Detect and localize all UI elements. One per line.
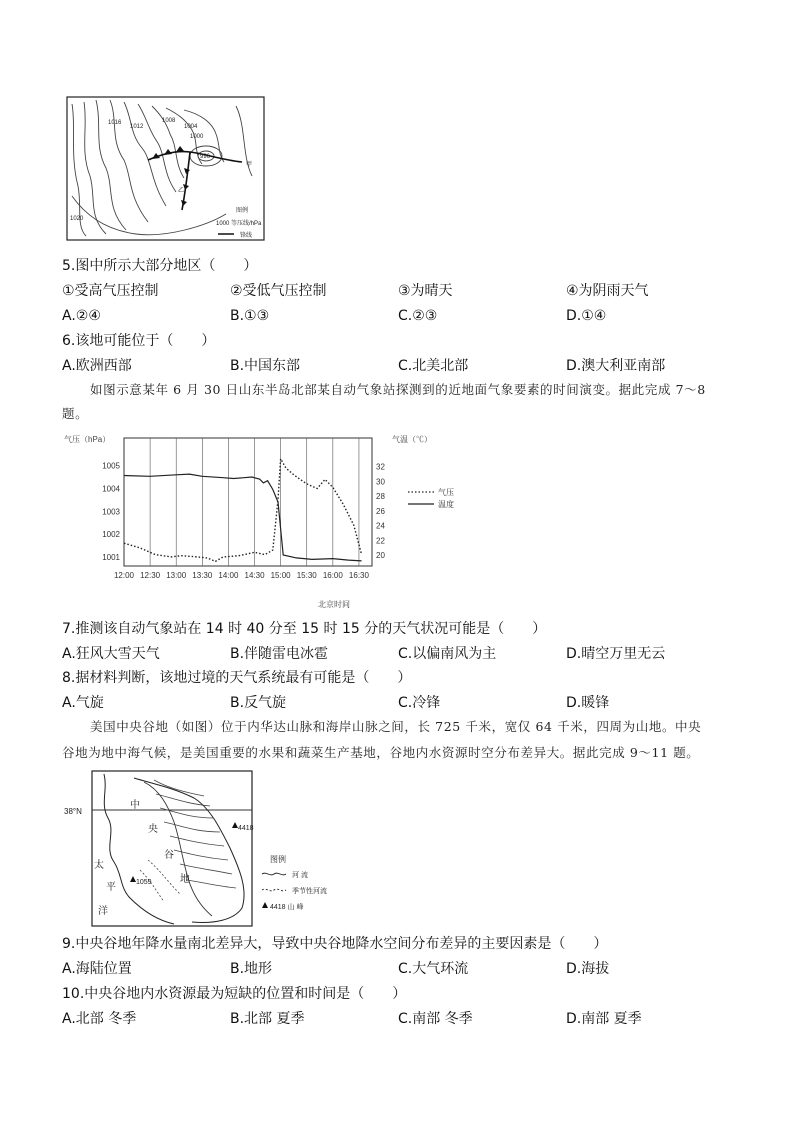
x-tick-label: 13:30 (192, 571, 213, 580)
x-tick-label: 16:00 (322, 571, 343, 580)
q10-option-a[interactable]: A.北部 冬季 (62, 1011, 137, 1027)
q10-option-d[interactable]: D.南部 夏季 (566, 1011, 642, 1027)
q5-item-3: ③为晴天 (398, 283, 453, 299)
map-char: 谷 (164, 850, 174, 861)
legend-isobar: 1000 等压线/hPa (216, 221, 262, 227)
q8-option-d[interactable]: D.暖锋 (566, 695, 610, 711)
x-tick-label: 15:30 (296, 571, 317, 580)
x-tick-label: 12:30 (140, 571, 161, 580)
question-10: 10.中央谷地内水资源最为短缺的位置和时间是（ ） (62, 986, 407, 1002)
y-right-tick-label: 24 (376, 521, 385, 531)
q8-option-a[interactable]: A.气旋 (62, 695, 104, 711)
legend-label: 气压 (438, 488, 454, 497)
q9-option-d[interactable]: D.海拔 (566, 961, 610, 977)
q6-option-c[interactable]: C.北美北部 (398, 358, 469, 374)
isobar-label: 1000 (190, 134, 204, 140)
isobar-label: 1012 (130, 124, 144, 130)
map-char: 地 (180, 874, 190, 885)
q6-option-b[interactable]: B.中国东部 (230, 358, 301, 374)
isobar-label: 996 (200, 154, 211, 160)
x-tick-label: 12:00 (113, 571, 135, 580)
peak-east-label: 4418 (238, 825, 254, 832)
y-right-tick-label: 32 (376, 462, 385, 472)
question-9: 9.中央谷地年降水量南北差异大，导致中央谷地降水空间分布差异的主要因素是（ ） (62, 936, 608, 952)
q7-option-c[interactable]: C.以偏南风为主 (398, 646, 497, 662)
y-axis-right-label: 气温（℃） (392, 435, 432, 444)
y-left-tick-label: 1004 (102, 484, 120, 494)
peak-west-label: 1059 (136, 879, 152, 886)
q5-item-2: ②受低气压控制 (230, 283, 327, 299)
y-left-tick-label: 1002 (102, 530, 120, 540)
material-intro-9-11: 美国中央谷地（如图）位于内华达山脉和海岸山脉之间，长 725 千米，宽仅 64 千米，四周为山地。中央 (90, 719, 702, 734)
pressure-series-line (124, 459, 362, 562)
map-char: 央 (148, 824, 158, 835)
q5-item-1: ①受高气压控制 (62, 283, 159, 299)
material-intro-9-11-cont: 谷地为地中海气候，是美国重要的水果和蔬菜生产基地，谷地内水资源时空分布差异大。据此完成 9～11 题。 (62, 745, 700, 760)
y-right-tick-label: 28 (376, 492, 385, 502)
y-left-tick-label: 1003 (102, 507, 120, 517)
q6-option-a[interactable]: A.欧洲西部 (62, 358, 132, 374)
plot-frame (124, 438, 372, 566)
material-intro-7-8: 如图示意某年 6 月 30 日山东半岛北部某自动气象站探测到的近地面气象要素的时间演变。据此完成 7～8 (90, 382, 706, 397)
q10-option-b[interactable]: B.北部 夏季 (230, 1011, 305, 1027)
legend-peak: 4418 山 峰 (270, 904, 304, 911)
temperature-series-line (124, 474, 362, 561)
isobar-label: 1004 (184, 124, 198, 130)
y-right-tick-label: 26 (376, 506, 385, 516)
legend-front: 锋线 (240, 233, 253, 239)
q5-item-4: ④为阴雨天气 (566, 283, 649, 299)
latitude-label: 38°N (64, 807, 82, 816)
point-label: 乙 (178, 188, 185, 194)
isobar-label: 1016 (108, 120, 122, 126)
ocean-char: 太 (94, 860, 104, 871)
question-6: 6.该地可能位于（ ） (62, 333, 216, 349)
x-tick-label: 13:00 (166, 571, 187, 580)
q5-option-c[interactable]: C.②③ (398, 308, 438, 324)
q6-option-d[interactable]: D.澳大利亚南部 (566, 358, 666, 374)
legend-seasonal: 季节性河流 (292, 888, 327, 895)
x-axis-label: 北京时间 (318, 600, 350, 609)
legend-label: 温度 (438, 500, 454, 509)
y-right-tick-label: 20 (376, 550, 385, 560)
x-tick-label: 14:30 (244, 571, 265, 580)
map-char: 中 (130, 800, 140, 811)
legend-river: 河 流 (292, 872, 308, 879)
y-right-tick-label: 30 (376, 477, 385, 487)
question-5: 5.图中所示大部分地区（ ） (62, 258, 258, 274)
point-label: 甲 (246, 162, 253, 168)
isobar-map (66, 96, 266, 242)
y-right-tick-label: 22 (376, 536, 385, 546)
q9-option-a[interactable]: A.海陆位置 (62, 961, 132, 977)
q10-option-c[interactable]: C.南部 冬季 (398, 1011, 473, 1027)
q9-option-b[interactable]: B.地形 (230, 961, 273, 977)
question-8: 8.据材料判断，该地过境的天气系统最有可能是（ ） (62, 670, 412, 686)
q9-option-c[interactable]: C.大气环流 (398, 961, 469, 977)
q7-option-b[interactable]: B.伴随雷电冰雹 (230, 646, 329, 662)
q5-option-d[interactable]: D.①④ (566, 308, 607, 324)
x-tick-label: 16:30 (348, 571, 369, 580)
central-valley-map (64, 770, 354, 930)
isobar-label: 1008 (162, 118, 176, 124)
isobar-label: 1020 (70, 216, 84, 222)
ocean-char: 洋 (98, 906, 108, 917)
legend-title: 图例 (270, 855, 286, 864)
q8-option-c[interactable]: C.冷锋 (398, 695, 441, 711)
q8-option-b[interactable]: B.反气旋 (230, 695, 287, 711)
ocean-char: 平 (106, 882, 116, 893)
x-tick-label: 15:00 (270, 571, 291, 580)
weather-chart (62, 430, 482, 612)
material-intro-7-8-cont: 题。 (62, 406, 89, 421)
y-axis-left-label: 气压（hPa） (64, 435, 111, 444)
question-7: 7.推测该自动气象站在 14 时 40 分至 15 时 15 分的天气状况可能是（ ） (62, 621, 547, 637)
legend-title: 图例 (236, 208, 249, 214)
y-left-tick-label: 1001 (102, 552, 120, 562)
q7-option-d[interactable]: D.晴空万里无云 (566, 646, 666, 662)
q5-option-b[interactable]: B.①③ (230, 308, 270, 324)
x-tick-label: 14:00 (218, 571, 239, 580)
q5-option-a[interactable]: A.②④ (62, 308, 101, 324)
q7-option-a[interactable]: A.狂风大雪天气 (62, 646, 160, 662)
y-left-tick-label: 1005 (102, 461, 120, 471)
